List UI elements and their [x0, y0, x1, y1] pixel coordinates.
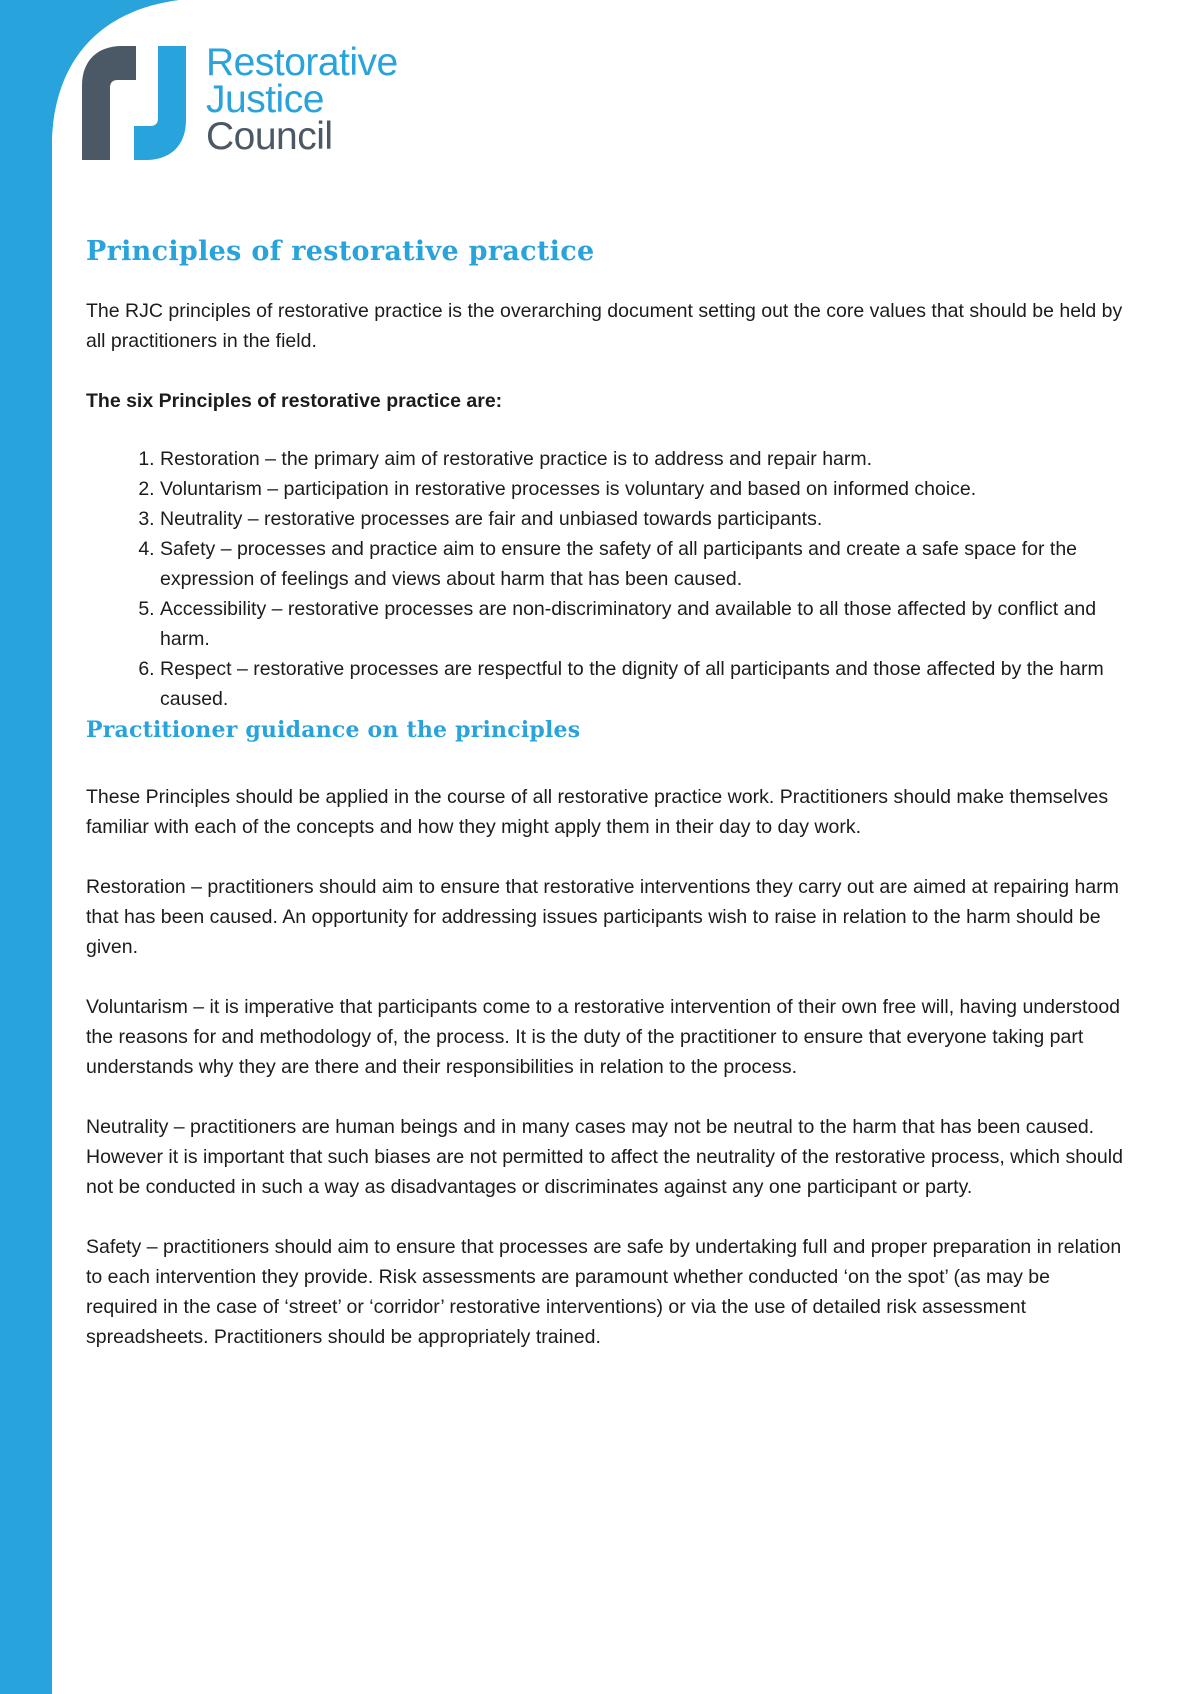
guidance-paragraph: Neutrality – practitioners are human beings and in many cases may not be neutral to the harm that has been caused. However it is important that such biases are not permitted to affect the neutrality of the restorative process, which should not be conducted in such a way as disadvantages or discriminates against any one participant or party. — [86, 1116, 1123, 1198]
intro-paragraph: The RJC principles of restorative practice is the overarching document setting out the core values that should be held by all practitioners in the field. — [86, 300, 1123, 352]
list-item: 4. Safety – processes and practice aim to ensure the safety of all participants and create a safe space for the expression of feelings and views about harm that has been caused. — [160, 534, 1126, 594]
logo-line-council: Council — [206, 115, 333, 158]
list-item: 3. Neutrality – restorative processes are fair and unbiased towards participants. — [160, 504, 1126, 534]
guidance-paragraph: Restoration – practitioners should aim to ensure that restorative interventions they carry out are aimed at repairing harm that has been caused. An opportunity for addressing issues participants wish to raise in relation to the harm should be given. — [86, 876, 1119, 958]
page-title: Principles of restorative practice — [86, 236, 595, 267]
list-item: 1. Restoration – the primary aim of restorative practice is to address and repair harm. — [160, 444, 1126, 474]
list-item: 6. Respect – restorative processes are respectful to the dignity of all participants and those affected by the harm caused. — [160, 654, 1126, 714]
principles-list — [86, 444, 1126, 714]
rjc-logo-mark-icon — [82, 46, 194, 160]
document-body — [86, 234, 1126, 1352]
rjc-logo — [82, 41, 398, 160]
guidance-paragraph: Safety – practitioners should aim to ensure that processes are safe by undertaking full and proper preparation in relation to each intervention they provide. Risk assessments are paramount whether conducted ‘on the spot’ (as may be required in the case of ‘street’ or ‘corridor’ restorative interventions) or via the use of detailed risk assessment spreadsheets. Practitioners should be appropriately trained. — [86, 1236, 1122, 1348]
principles-list-heading: The six Principles of restorative practice are: — [86, 390, 503, 412]
guidance-paragraph: Voluntarism – it is imperative that participants come to a restorative intervention of their own free will, having understood the reasons for and methodology of, the process. It is the duty of the practitioner to ensure that everyone taking part understands why they are there and their responsibilities in relation to the process. — [86, 996, 1121, 1078]
list-item: 2. Voluntarism – participation in restorative processes is voluntary and based on informed choice. — [160, 474, 1126, 504]
list-item: 5. Accessibility – restorative processes are non-discriminatory and available to all those affected by conflict and harm. — [160, 594, 1126, 654]
side-accent-bar — [0, 0, 52, 1694]
guidance-section-title: Practitioner guidance on the principles — [86, 717, 581, 743]
guidance-paragraph: These Principles should be applied in the course of all restorative practice work. Practitioners should make themselves familiar with each of the concepts and how they might apply them in their day to day work. — [86, 786, 1109, 838]
logo-line-justice: Justice — [206, 78, 324, 121]
rjc-logo-text — [206, 41, 398, 158]
logo-line-restorative: Restorative — [206, 41, 398, 84]
